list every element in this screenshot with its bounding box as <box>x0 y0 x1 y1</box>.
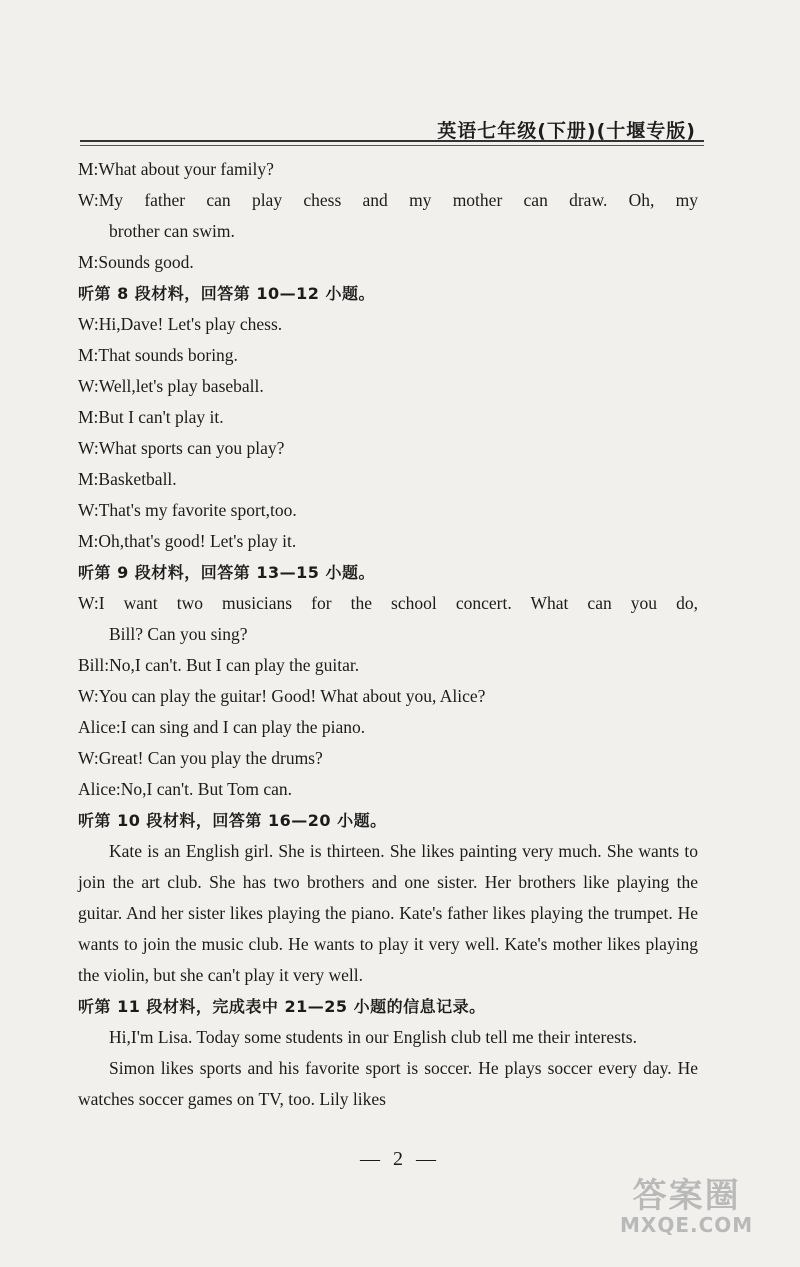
section-11-paragraph: Hi,I'm Lisa. Today some students in our English club tell me their interests. <box>109 1027 637 1047</box>
dialogue-line: W:My father can play chess and my mother can draw. Oh, my <box>78 190 698 210</box>
dialogue-line-continuation: Bill? Can you sing? <box>109 624 248 644</box>
section-8-heading: 听第 8 段材料，回答第 10—12 小题。 <box>78 284 375 303</box>
dialogue-line-continuation: brother can swim. <box>109 221 235 241</box>
dialogue-line: M:Oh,that's good! Let's play it. <box>78 531 297 551</box>
dialogue-line: M:Basketball. <box>78 469 177 489</box>
page-body <box>78 154 698 1115</box>
dialogue-line: W:Well,let's play baseball. <box>78 376 264 396</box>
dialogue-line: W:Great! Can you play the drums? <box>78 748 323 768</box>
watermark-url: MXQE.COM <box>620 1213 754 1237</box>
watermark-logo: 答案圈 <box>632 1176 741 1216</box>
section-11-heading: 听第 11 段材料，完成表中 21—25 小题的信息记录。 <box>78 997 486 1016</box>
header-rule <box>80 140 704 142</box>
section-10-heading: 听第 10 段材料，回答第 16—20 小题。 <box>78 811 387 830</box>
dialogue-line: Alice:I can sing and I can play the piano. <box>78 717 366 737</box>
dialogue-line: M:But I can't play it. <box>78 407 224 427</box>
dialogue-line: W:Hi,Dave! Let's play chess. <box>78 314 283 334</box>
page-number: — 2 — <box>360 1148 440 1170</box>
dialogue-line: M:What about your family? <box>78 159 274 179</box>
dialogue-line: M:That sounds boring. <box>78 345 238 365</box>
section-11-paragraph: Simon likes sports and his favorite sport is soccer. He plays soccer every day. He watches soccer games on TV, too. Lily likes <box>78 1058 698 1109</box>
section-10-paragraph: Kate is an English girl. She is thirteen. She likes painting very much. She wants to join the art club. She has two brothers and one sister. Her brothers like playing the guitar. And her sister likes playing the piano. Kate's father likes playing the trumpet. He wants to join the music club. He wants to play it very well. Kate's mother likes playing the violin, but she can't play it very well. <box>78 841 698 985</box>
dialogue-line: W:I want two musicians for the school concert. What can you do, <box>78 593 698 613</box>
dialogue-line: Bill:No,I can't. But I can play the guitar. <box>78 655 360 675</box>
dialogue-line: M:Sounds good. <box>78 252 194 272</box>
watermark <box>620 1168 753 1237</box>
dialogue-line: Alice:No,I can't. But Tom can. <box>78 779 292 799</box>
section-9-heading: 听第 9 段材料，回答第 13—15 小题。 <box>78 563 375 582</box>
dialogue-line: W:You can play the guitar! Good! What about you, Alice? <box>78 686 486 706</box>
dialogue-line: W:That's my favorite sport,too. <box>78 500 297 520</box>
page-header-title: 英语七年级(下册)(十堰专版) <box>437 120 696 142</box>
dialogue-line: W:What sports can you play? <box>78 438 285 458</box>
